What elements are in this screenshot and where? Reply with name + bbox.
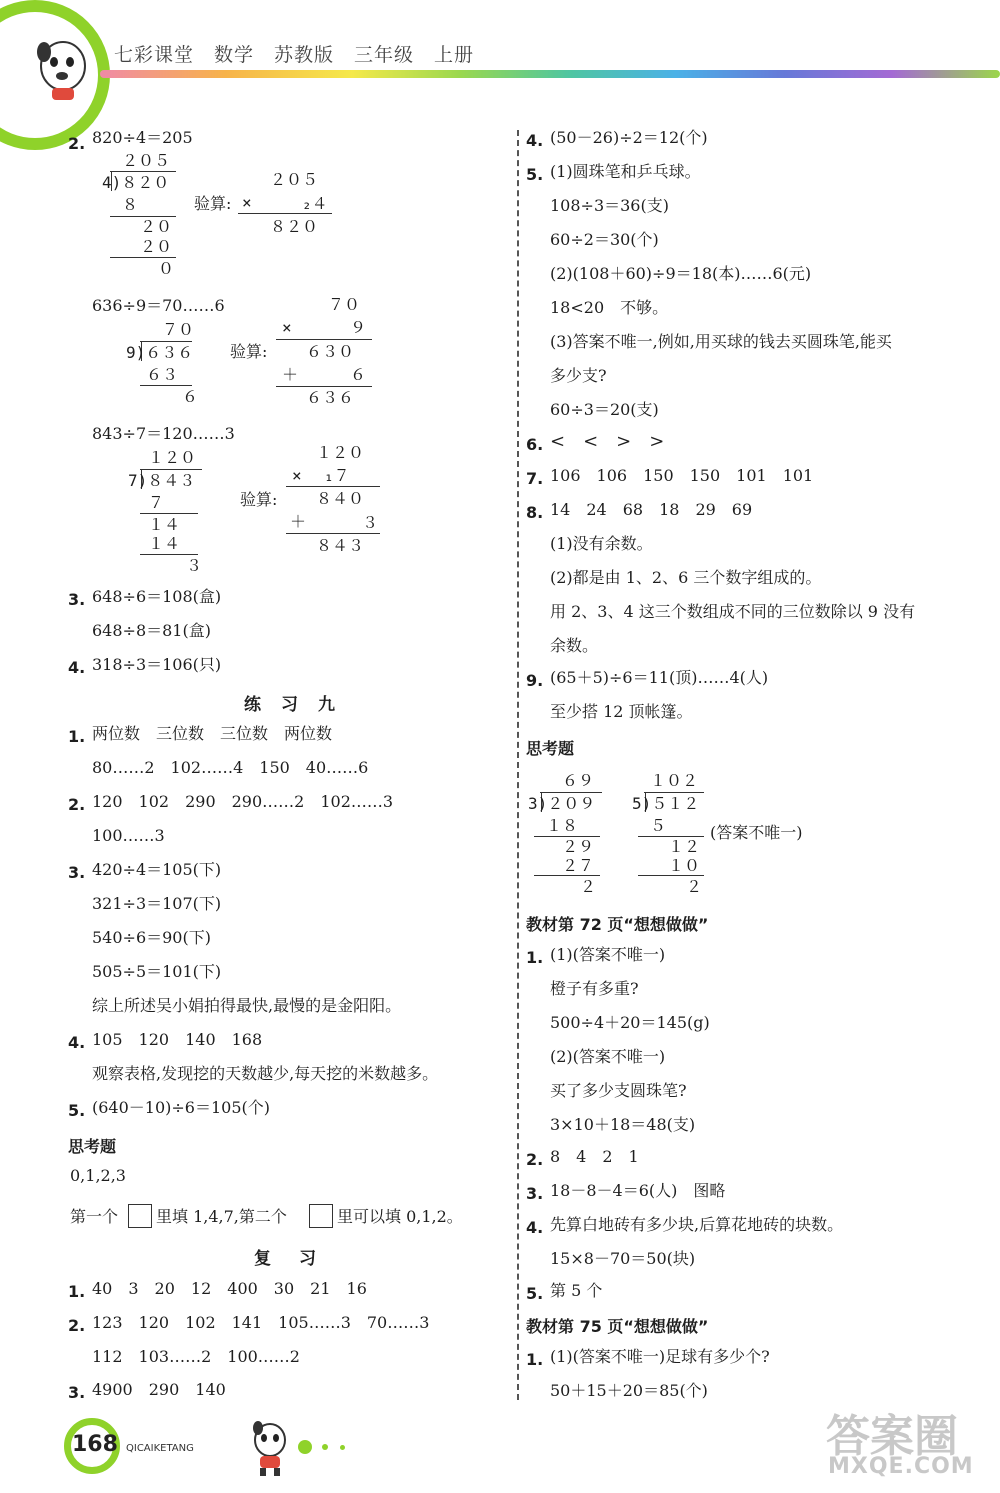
answer-line: 60÷3＝20(支) [550,400,659,419]
answer-line: 500÷4＋20＝145(g) [550,1013,710,1032]
check-row: ₁７ [324,466,350,485]
check-label: 验算: [194,194,232,213]
answer-line: 15×8－70＝50(块) [550,1249,696,1268]
question-number: 9. [526,671,544,690]
step: ７ [148,493,165,512]
step: １０ [668,856,701,875]
check-row: ８２０ [270,217,319,236]
answer-line: 40 3 20 12 400 30 21 16 [92,1279,367,1298]
answer-line: (2)(答案不唯一) [550,1047,666,1066]
blank-box [128,1204,152,1228]
step: １８ [546,816,579,835]
section-title: 教材第 75 页“想想做做” [526,1317,709,1336]
quotient: ６９ [562,771,595,790]
question-number: 7. [526,469,544,488]
question-number: 8. [526,503,544,522]
question-number: 3. [526,1184,544,1203]
quotient: ２０５ [122,151,171,170]
dividend-row: 3)２０９ [528,794,596,813]
answer-line: (2)(108＋60)÷9＝18(本)……6(元) [550,264,812,283]
question-number: 1. [526,948,544,967]
step: ６３ [146,365,179,384]
answer-line: (1)(答案不唯一)足球有多少个? [550,1347,770,1366]
header-title: 七彩课堂 数学 苏教版 三年级 上册 [114,44,475,66]
step-line [638,875,704,876]
times-sign: × [282,318,292,337]
step-line [140,513,198,514]
answer-line: (1)圆珠笔和乒乓球。 [550,162,701,181]
division-bar [140,469,202,470]
step: ８ [122,195,139,214]
question-number: 6. [526,435,544,454]
footer-dot [298,1440,312,1454]
times-sign: × [242,193,252,212]
step: ２０ [140,237,173,256]
answer-line: < < > > [550,431,665,452]
section-title: 练习九 [244,695,355,715]
answer-line: 18－8－4＝6(人) 图略 [550,1181,726,1200]
check-row: ８４３ [316,536,365,555]
step-line [140,554,198,555]
answer-line: 648÷8＝81(盒) [92,621,211,640]
blank-box [309,1204,333,1228]
answer-line: 321÷3＝107(下) [92,894,222,913]
question-number: 1. [68,727,86,746]
question-number: 4. [526,131,544,150]
equation: 820÷4＝205 [92,128,193,147]
answer-line: 先算白地砖有多少块,后算花地砖的块数。 [550,1215,844,1234]
check-row: ３ [362,513,379,532]
division-bar [110,171,176,172]
check-row: ７０ [328,295,361,314]
equation: 636÷9＝70……6 [92,296,225,315]
question-number: 5. [68,1101,86,1120]
footer-brand: QICAIKETANG [126,1443,194,1454]
check-row: ６ [350,365,367,384]
note: (答案不唯一) [710,823,803,842]
answer-line: 50＋15＋20＝85(个) [550,1381,708,1400]
question-number: 5. [526,1284,544,1303]
dividend-row: 7)８４３ [128,471,196,490]
check-line [286,486,380,487]
step: １４ [148,534,181,553]
question-number: 2. [68,1316,86,1335]
check-row: １２０ [316,443,365,462]
step-line [110,257,176,258]
watermark-logo: 答案圈 [826,1411,958,1462]
answer-line: 318÷3＝106(只) [92,655,222,674]
section-title: 思考题 [526,739,575,758]
question-number: 4. [526,1218,544,1237]
question-number: 2. [68,134,86,153]
check-row: ６３０ [306,342,355,361]
answer-line: 至少搭 12 顶帐篷。 [550,702,693,721]
header-rainbow-bar [100,70,1000,78]
remainder: ０ [158,259,175,278]
check-line [238,213,332,214]
answer-line: (50－26)÷2＝12(个) [550,128,708,147]
page-number: 168 [72,1432,118,1457]
answer-line: 里可以填 0,1,2。 [337,1207,463,1226]
check-row: ₂４ [302,194,328,213]
question-number: 3. [68,590,86,609]
section-title: 复习 [254,1249,344,1269]
answer-line: 108÷3＝36(支) [550,196,669,215]
answer-line: 买了多少支圆珠笔? [550,1081,687,1100]
answer-line: 0,1,2,3 [70,1166,126,1185]
check-row: ９ [350,318,367,337]
answer-line: 505÷5＝101(下) [92,962,222,981]
check-label: 验算: [240,490,278,509]
step: １４ [148,515,181,534]
answer-line: 112 103……2 100……2 [92,1347,300,1366]
answer-line: 观察表格,发现挖的天数越少,每天挖的米数越多。 [92,1064,439,1083]
answer-line: 3×10＋18＝48(支) [550,1115,696,1134]
step: ２０ [140,217,173,236]
division-bar [644,792,704,793]
check-line [276,339,372,340]
section-title: 思考题 [68,1137,117,1156]
quotient: ７０ [162,320,195,339]
step: １２ [668,837,701,856]
check-row: ８４０ [316,489,365,508]
watermark-url: MXQE.COM [828,1454,974,1479]
remainder: ２ [580,877,597,896]
question-number: 3. [68,1383,86,1402]
check-line [286,533,380,534]
check-label: 验算: [230,342,268,361]
section-title: 教材第 72 页“想想做做” [526,915,709,934]
question-number: 4. [68,1033,86,1052]
answer-line: (2)都是由 1、2、6 三个数字组成的。 [550,568,822,587]
plus-sign: ＋ [282,365,299,384]
answer-line: 105 120 140 168 [92,1030,263,1049]
question-number: 4. [68,658,86,677]
question-number: 2. [68,795,86,814]
answer-line: 100……3 [92,826,165,845]
answer-line: 18<20 不够。 [550,298,669,317]
mascot-icon [30,28,100,108]
question-number: 5. [526,165,544,184]
check-row: ６３６ [306,388,355,407]
answer-line: 里填 1,4,7,第二个 [156,1207,287,1226]
answer-line: 橙子有多重? [550,979,639,998]
step-line [534,875,600,876]
plus-sign: ＋ [290,512,307,531]
answer-line: (640－10)÷6＝105(个) [92,1098,270,1117]
footer-mascot-icon [246,1418,296,1478]
question-number: 3. [68,863,86,882]
answer-line: 420÷4＝105(下) [92,860,222,879]
answer-line: (3)答案不唯一,例如,用买球的钱去买圆珠笔,能买 [550,332,892,351]
answer-line: 540÷6＝90(下) [92,928,211,947]
answer-line: 多少支? [550,366,607,385]
answer-line: 80……2 102……4 150 40……6 [92,758,369,777]
remainder: ６ [182,387,199,406]
remainder: ２ [686,877,703,896]
quotient: １２０ [148,448,197,467]
equation: 843÷7＝120……3 [92,424,235,443]
check-line [276,386,372,387]
dividend-row: 5)５１２ [632,794,700,813]
division-bar [540,792,602,793]
times-sign: × [292,466,302,485]
answer-line: 综上所述吴小娟拍得最快,最慢的是金阳阳。 [92,996,402,1015]
answer-line: 123 120 102 141 105……3 70……3 [92,1313,430,1332]
footer-dot [322,1444,328,1450]
footer-dot [340,1445,345,1450]
quotient: １０２ [650,771,699,790]
remainder: ３ [186,556,203,575]
question-number: 1. [68,1282,86,1301]
step-line [140,385,192,386]
question-number: 2. [526,1150,544,1169]
answer-line: 余数。 [550,636,599,655]
answer-line: (65＋5)÷6＝11(顶)……4(人) [550,668,769,687]
answer-line: 第 5 个 [550,1281,603,1300]
answer-line: 106 106 150 150 101 101 [550,466,814,485]
answer-line: 60÷2＝30(个) [550,230,659,249]
answer-line: 4900 290 140 [92,1380,226,1399]
answer-line: 120 102 290 290……2 102……3 [92,792,394,811]
question-number: 1. [526,1350,544,1369]
dividend-row: 9)６３６ [126,343,194,362]
step: ５ [650,816,667,835]
column-divider [517,130,519,1400]
answer-line: 8 4 2 1 [550,1147,639,1166]
answer-line: 14 24 68 18 29 69 [550,500,753,519]
step: ２７ [562,856,595,875]
answer-line: 第一个 [70,1207,119,1226]
answer-line: 648÷6＝108(盒) [92,587,222,606]
division-bar [140,341,192,342]
check-row: ２０５ [270,170,319,189]
answer-line: 两位数 三位数 三位数 两位数 [92,724,333,743]
answer-line: (1)没有余数。 [550,534,653,553]
answer-line: (1)(答案不唯一) [550,945,666,964]
answer-line: 用 2、3、4 这三个数组成不同的三位数除以 9 没有 [550,602,916,621]
step: ２９ [562,837,595,856]
dividend-row: 4)８２０ [102,173,170,192]
